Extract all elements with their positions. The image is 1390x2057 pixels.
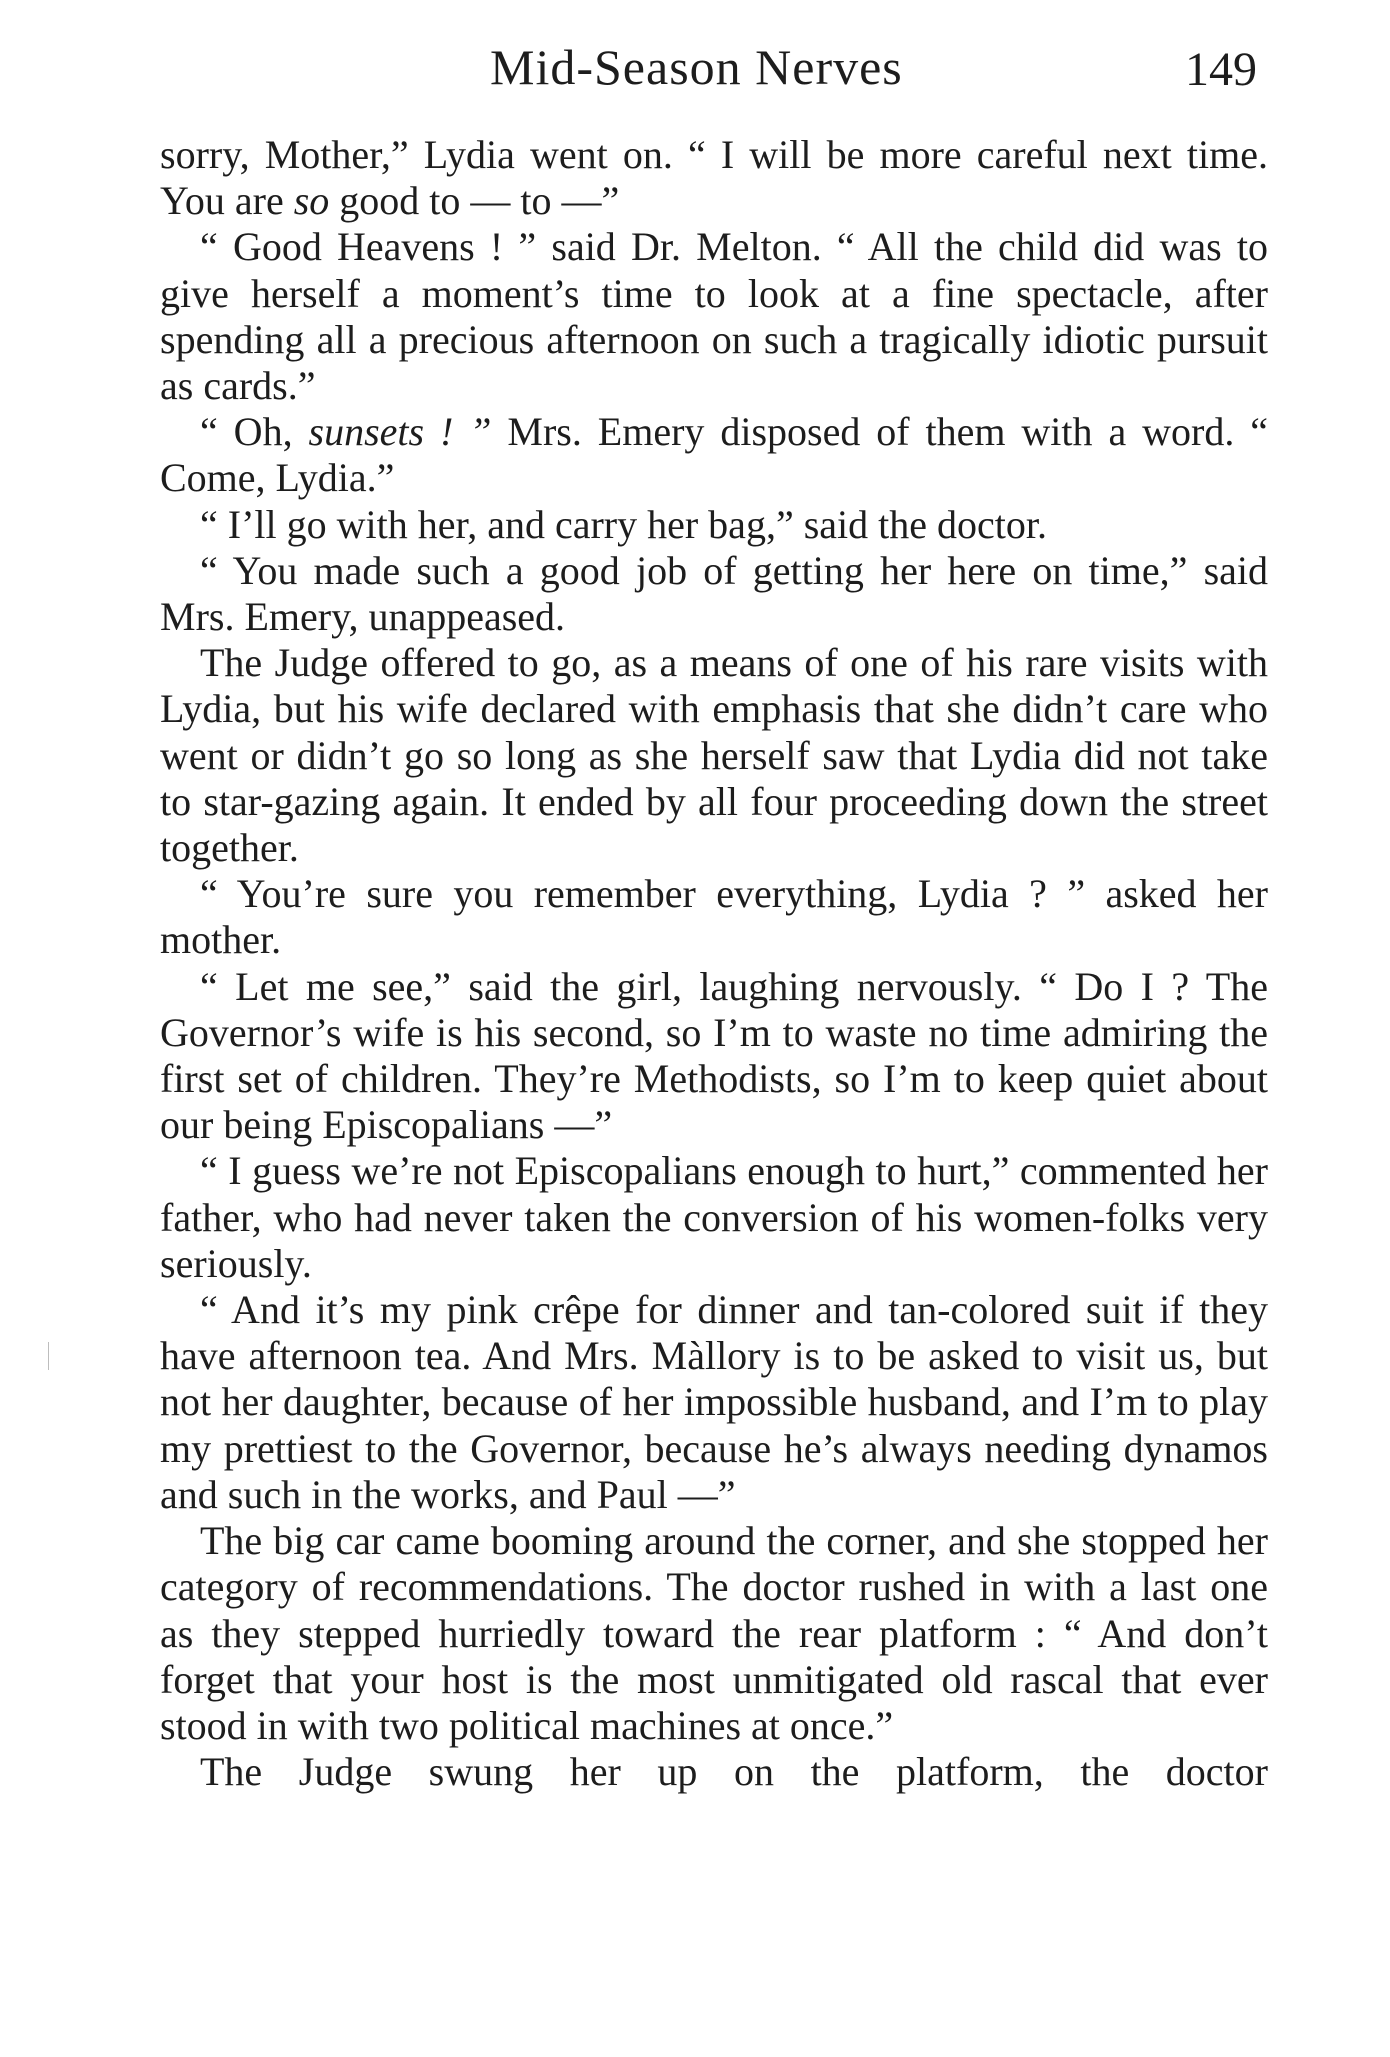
margin-mark [48, 1342, 49, 1370]
paragraph-3-italic: sunsets ! ” [308, 409, 492, 455]
paragraph-7: “ You’re sure you remember everything, Lydia ? ” asked her mother. [160, 871, 1268, 963]
paragraph-4: “ I’ll go with her, and carry her bag,” said the doctor. [200, 501, 1047, 547]
paragraph-12: The Judge swung her up on the platform, the doctor [200, 1749, 1268, 1795]
paragraph-6: The Judge offered to go, as a means of one of his rare visits with Lydia, but his wife declared with emphasis that she didn’t care who went or didn’t go so long as she herself saw that Lydia did not take to star-gazing again. It ended by all four proceeding down the street together. [160, 640, 1268, 871]
paragraph-1-text-b: good to — to —” [329, 178, 620, 224]
paragraph-5: “ You made such a good job of getting her here on time,” said Mrs. Emery, unappeased. [160, 547, 1268, 640]
paragraph-9: “ I guess we’re not Episcopalians enough to hurt,” commented her father, who had never taken the conversion of his women-folks very seriously. [160, 1148, 1268, 1286]
paragraph-3-text-b: Mrs. Emery disposed of them with a word. “ Come, Lydia.” [160, 409, 1269, 501]
paragraph-11: The big car came booming around the corner, and she stopped her category of recommendations. The doctor rushed in with a last one as they stepped hurriedly toward the rear platform : “ And don’t forget that your host is the most unmitigated old rascal that ever stood in with two political machines at once.” [160, 1518, 1268, 1748]
body-text [160, 132, 1268, 1795]
paragraph-1 [160, 132, 1268, 224]
paragraph-8: “ Let me see,” said the girl, laughing nervously. “ Do I ? The Governor’s wife is his second, so I’m to waste no time admiring the first set of children. They’re Methodists, so I’m to keep quiet about our being Episcopalians —” [160, 963, 1268, 1148]
running-title: Mid-Season Nerves [490, 39, 903, 95]
running-head [160, 38, 1275, 98]
paragraph-1-text-a: sorry, Mother,” Lydia went on. “ I will be more careful next time. You are [160, 132, 1268, 224]
paragraph-10: “ And it’s my pink crêpe for dinner and tan-colored suit if they have afternoon tea. And Mrs. Màllory is to be asked to visit us, but not her daughter, because of her impossible husband, and I’m to play my prettiest to the Governor, because he’s always needing dynamos and such in the works, and Paul —” [160, 1287, 1268, 1517]
paragraph-2: “ Good Heavens ! ” said Dr. Melton. “ All the child did was to give herself a moment’s time to look at a fine spectacle, after spending all a precious afternoon on such a tragically idiotic pursuit as cards.” [160, 224, 1268, 409]
paragraph-3-text-a: “ Oh, [200, 409, 309, 455]
paragraph-1-italic: so [293, 178, 330, 224]
paragraph-3 [160, 409, 1268, 501]
page-number: 149 [1185, 43, 1257, 96]
